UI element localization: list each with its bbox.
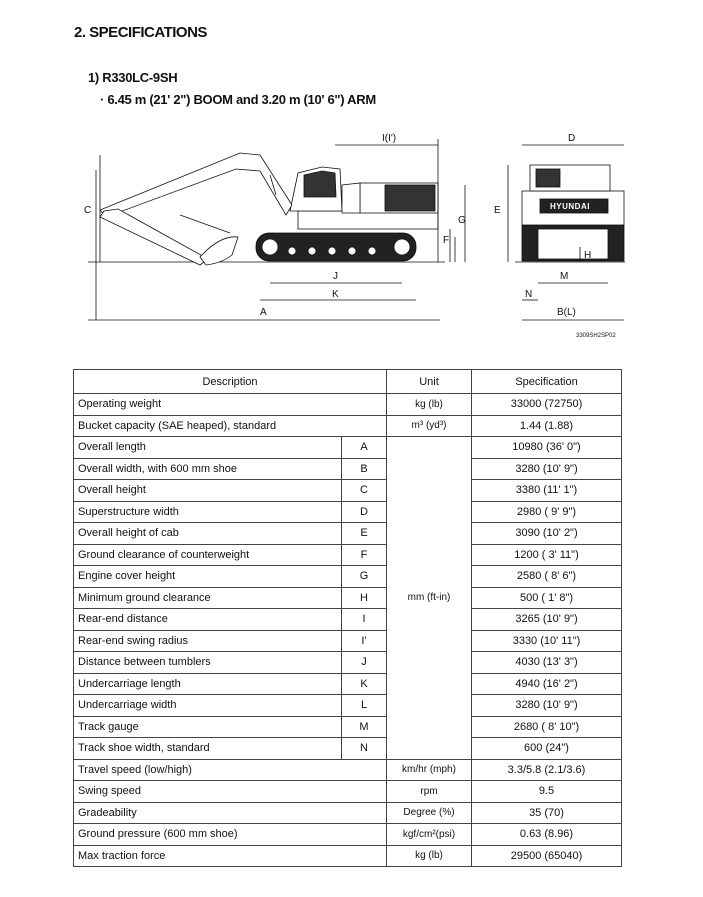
- label-g: G: [458, 215, 466, 226]
- row-description: Overall width, with 600 mm shoe: [74, 458, 342, 480]
- row-specification: 3280 (10' 9"): [472, 695, 622, 717]
- row-specification: 3265 (10' 9"): [472, 609, 622, 631]
- header-unit: Unit: [387, 370, 472, 394]
- row-description: Gradeability: [74, 802, 387, 824]
- header-specification: Specification: [472, 370, 622, 394]
- row-description: Undercarriage width: [74, 695, 342, 717]
- label-e: E: [494, 205, 501, 216]
- label-a: A: [260, 307, 267, 318]
- row-specification: 500 ( 1' 8"): [472, 587, 622, 609]
- row-specification: 3090 (10' 2"): [472, 523, 622, 545]
- row-symbol: K: [342, 673, 387, 695]
- model-heading: 1) R330LC-9SH: [88, 70, 178, 85]
- row-description: Ground clearance of counterweight: [74, 544, 342, 566]
- row-unit: kg (lb): [387, 394, 472, 416]
- row-description: Superstructure width: [74, 501, 342, 523]
- row-symbol: E: [342, 523, 387, 545]
- boom: [100, 153, 292, 217]
- row-symbol: N: [342, 738, 387, 760]
- row-specification: 3330 (10' 11"): [472, 630, 622, 652]
- row-specification: 2980 ( 9' 9"): [472, 501, 622, 523]
- table-row: [74, 458, 622, 480]
- row-description: Engine cover height: [74, 566, 342, 588]
- row-specification: 3.3/5.8 (2.1/3.6): [472, 759, 622, 781]
- label-d: D: [568, 133, 576, 144]
- table-row: [74, 845, 622, 867]
- row-description: Undercarriage length: [74, 673, 342, 695]
- row-specification: 10980 (36' 0"): [472, 437, 622, 459]
- row-symbol: I: [342, 609, 387, 631]
- section-title: 2. SPECIFICATIONS: [74, 24, 207, 41]
- row-description: Ground pressure (600 mm shoe): [74, 824, 387, 846]
- row-specification: 600 (24"): [472, 738, 622, 760]
- row-unit: kgf/cm²(psi): [387, 824, 472, 846]
- label-b: B(L): [557, 307, 576, 318]
- row-symbol: G: [342, 566, 387, 588]
- row-description: Track shoe width, standard: [74, 738, 342, 760]
- row-description: Swing speed: [74, 781, 387, 803]
- table-row: [74, 716, 622, 738]
- table-row: [74, 394, 622, 416]
- table-row: [74, 544, 622, 566]
- row-description: Rear-end swing radius: [74, 630, 342, 652]
- table-row: [74, 523, 622, 545]
- table-row: [74, 587, 622, 609]
- table-row: [74, 802, 622, 824]
- row-symbol: I': [342, 630, 387, 652]
- row-symbol: C: [342, 480, 387, 502]
- row-unit: rpm: [387, 781, 472, 803]
- label-i: I(I'): [382, 133, 397, 144]
- label-c: C: [84, 205, 92, 216]
- row-specification: 2680 ( 8' 10"): [472, 716, 622, 738]
- table-row: [74, 415, 622, 437]
- side-track: [256, 233, 416, 261]
- table-row: [74, 652, 622, 674]
- label-j: J: [333, 271, 338, 282]
- table-header-row: [74, 370, 622, 394]
- row-symbol: B: [342, 458, 387, 480]
- row-specification: 4940 (16' 2"): [472, 673, 622, 695]
- table-row: [74, 781, 622, 803]
- row-unit: m³ (yd³): [387, 415, 472, 437]
- row-symbol: H: [342, 587, 387, 609]
- row-symbol: F: [342, 544, 387, 566]
- boom-brand: HYUNDAI: [157, 173, 198, 199]
- arm: [100, 209, 208, 265]
- row-symbol: A: [342, 437, 387, 459]
- row-specification: 1200 ( 3' 11"): [472, 544, 622, 566]
- row-description: Minimum ground clearance: [74, 587, 342, 609]
- row-description: Overall height: [74, 480, 342, 502]
- label-m: M: [560, 271, 569, 282]
- drawing-code: 3309SH2SP02: [576, 333, 616, 339]
- table-row: [74, 759, 622, 781]
- row-description: Max traction force: [74, 845, 387, 867]
- row-description: Bucket capacity (SAE heaped), standard: [74, 415, 387, 437]
- row-specification: 1.44 (1.88): [472, 415, 622, 437]
- row-description: Overall height of cab: [74, 523, 342, 545]
- specification-table: [73, 369, 622, 867]
- row-specification: 29500 (65040): [472, 845, 622, 867]
- label-k: K: [332, 289, 339, 300]
- row-description: Distance between tumblers: [74, 652, 342, 674]
- header-description: Description: [74, 370, 387, 394]
- row-description: Operating weight: [74, 394, 387, 416]
- row-specification: 4030 (13' 3"): [472, 652, 622, 674]
- row-specification: 3280 (10' 9"): [472, 458, 622, 480]
- configuration-heading: · 6.45 m (21' 2") BOOM and 3.20 m (10' 6") ARM: [100, 92, 376, 107]
- row-unit: kg (lb): [387, 845, 472, 867]
- row-specification: 35 (70): [472, 802, 622, 824]
- row-description: Travel speed (low/high): [74, 759, 387, 781]
- row-description: Track gauge: [74, 716, 342, 738]
- table-row: [74, 501, 622, 523]
- row-symbol: D: [342, 501, 387, 523]
- bucket: [200, 237, 238, 265]
- row-description: Overall length: [74, 437, 342, 459]
- row-symbol: J: [342, 652, 387, 674]
- table-row: [74, 630, 622, 652]
- row-description: Rear-end distance: [74, 609, 342, 631]
- row-symbol: L: [342, 695, 387, 717]
- row-specification: 2580 ( 8' 6"): [472, 566, 622, 588]
- table-row: [74, 437, 622, 459]
- table-row: [74, 566, 622, 588]
- dimension-unit: mm (ft-in): [387, 437, 472, 760]
- row-specification: 33000 (72750): [472, 394, 622, 416]
- row-specification: 9.5: [472, 781, 622, 803]
- label-h: H: [584, 250, 592, 261]
- excavator-dimension-diagram: [60, 125, 640, 340]
- table-row: [74, 480, 622, 502]
- row-unit: km/hr (mph): [387, 759, 472, 781]
- table-row: [74, 738, 622, 760]
- label-n: N: [525, 289, 533, 300]
- label-f: F: [443, 235, 450, 246]
- rear-brand: HYUNDAI: [550, 202, 590, 211]
- table-row: [74, 695, 622, 717]
- table-row: [74, 609, 622, 631]
- row-specification: 3380 (11' 1"): [472, 480, 622, 502]
- table-row: [74, 824, 622, 846]
- row-unit: Degree (%): [387, 802, 472, 824]
- row-symbol: M: [342, 716, 387, 738]
- table-row: [74, 673, 622, 695]
- row-specification: 0.63 (8.96): [472, 824, 622, 846]
